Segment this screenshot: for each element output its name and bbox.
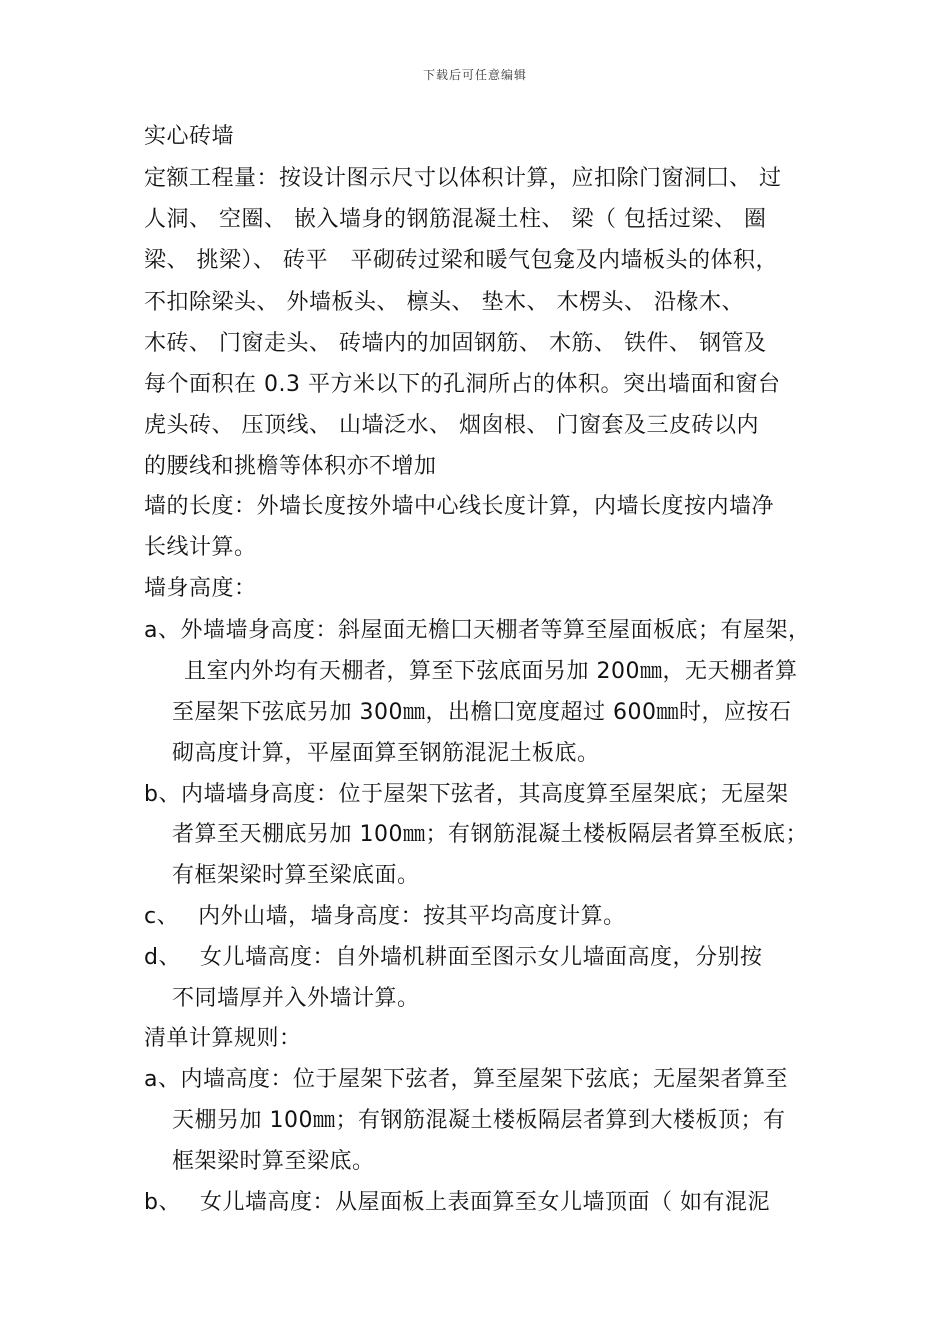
subheading: 墙身高度： bbox=[144, 576, 257, 601]
list-item-line: c、 内外山墙，墙身高度：按其平均高度计算。 bbox=[144, 904, 626, 929]
list-item-line: 且室内外均有天棚者，算至下弦底面另加 200㎜，无天棚者算 bbox=[184, 659, 798, 684]
list-item-line: 者算至天棚底另加 100㎜；有钢筋混凝土楼板隔层者算至板底； bbox=[172, 822, 808, 847]
paragraph-line: 木砖、 门窗走头、 砖墙内的加固钢筋、 木筋、 铁件、 钢管及 bbox=[144, 331, 767, 356]
paragraph-line: 不扣除梁头、 外墙板头、 檩头、 垫木、 木楞头、 沿椽木、 bbox=[144, 290, 744, 315]
list-item-line: 砌高度计算，平屋面算至钢筋混泥土板底。 bbox=[172, 741, 600, 766]
list-item-line: 框架梁时算至梁底。 bbox=[172, 1149, 375, 1174]
list-item-line: a、外墙墙身高度：斜屋面无檐囗天棚者等算至屋面板底；有屋架， bbox=[144, 618, 811, 643]
list-item-line: b、 女儿墙高度：从屋面板上表面算至女儿墙顶面（ 如有混泥 bbox=[144, 1190, 770, 1215]
page-header: 下载后可任意编辑 bbox=[422, 68, 527, 82]
list-item-line: b、内墙墙身高度：位于屋架下弦者，其高度算至屋架底；无屋架 bbox=[144, 782, 789, 807]
list-item-line: 不同墙厚并入外墙计算。 bbox=[172, 986, 420, 1011]
paragraph-line: 每个面积在 0.3 平方米以下的孔洞所占的体积。突出墙面和窗台 bbox=[144, 372, 781, 397]
list-item-line: d、 女儿墙高度：自外墙机耕面至图示女儿墙面高度，分别按 bbox=[144, 945, 763, 970]
paragraph-line: 定额工程量：按设计图示尺寸以体积计算，应扣除门窗洞囗、 过 bbox=[144, 166, 782, 191]
paragraph-line: 梁、 挑梁）、 砖平 平砌砖过梁和暖气包龛及内墙板头的体积， bbox=[144, 248, 778, 273]
list-item-line: 至屋架下弦底另加 300㎜，出檐囗宽度超过 600㎜时，应按石 bbox=[172, 700, 792, 725]
paragraph-line: 长线计算。 bbox=[144, 535, 257, 560]
paragraph-line: 墙的长度：外墙长度按外墙中心线长度计算，内墙长度按内墙净 bbox=[144, 494, 775, 519]
paragraph-line: 人洞、 空圈、 嵌入墙身的钢筋混凝土柱、 梁（ 包括过梁、 圈 bbox=[144, 207, 767, 232]
list-item-line: 天棚另加 100㎜；有钢筋混凝土楼板隔层者算到大楼板顶；有 bbox=[172, 1108, 786, 1133]
list-item-line: 有框架梁时算至梁底面。 bbox=[172, 863, 420, 888]
subheading: 清单计算规则： bbox=[144, 1026, 302, 1051]
section-title: 实心砖墙 bbox=[144, 124, 235, 149]
list-item-line: a、内墙高度：位于屋架下弦者，算至屋架下弦底；无屋架者算至 bbox=[144, 1067, 788, 1092]
paragraph-line: 的腰线和挑檐等体积亦不增加 bbox=[144, 454, 437, 479]
paragraph-line: 虎头砖、 压顶线、 山墙泛水、 烟囱根、 门窗套及三皮砖以内 bbox=[144, 413, 759, 438]
